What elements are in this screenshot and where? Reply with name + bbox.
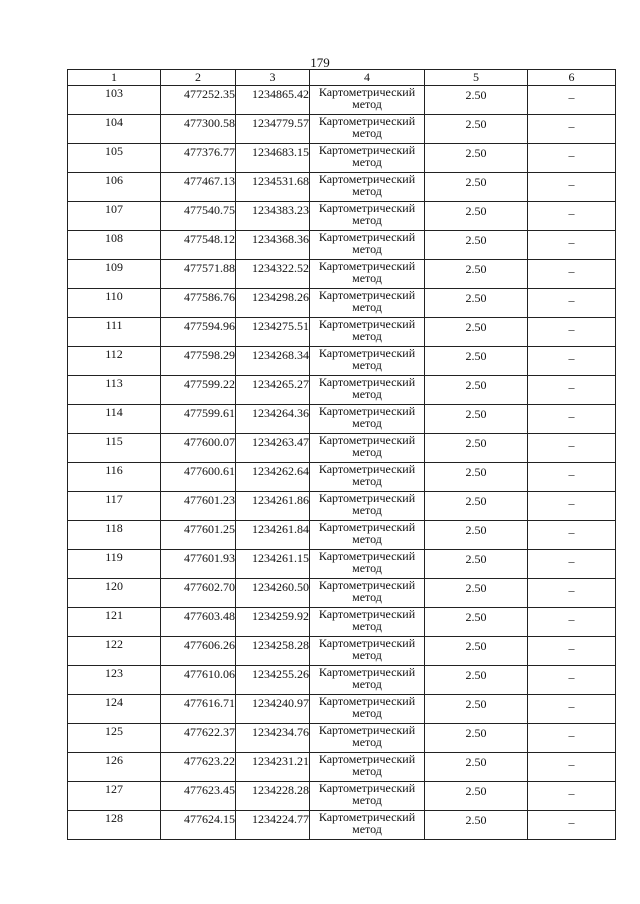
accuracy-cell: 2.50 [425, 666, 528, 695]
point-number-cell: 103 [68, 86, 161, 115]
y-coordinate-cell: 1234255.26 [236, 666, 310, 695]
table-row [68, 289, 616, 318]
note-cell: – [528, 579, 616, 608]
table-row [68, 376, 616, 405]
x-coordinate-cell: 477616.71 [161, 695, 236, 724]
method-line-2: метод [352, 706, 382, 720]
method-line-2: метод [352, 329, 382, 343]
note-cell: – [528, 231, 616, 260]
method-line-1: Картометрический [318, 723, 416, 737]
note-cell: – [528, 637, 616, 666]
method-line-2: метод [352, 822, 382, 836]
point-number-cell: 127 [68, 782, 161, 811]
y-coordinate-cell: 1234224.77 [236, 811, 310, 840]
y-coordinate-cell: 1234322.52 [236, 260, 310, 289]
y-coordinate-cell: 1234262.64 [236, 463, 310, 492]
note-cell: – [528, 376, 616, 405]
table-row [68, 666, 616, 695]
point-number-cell: 128 [68, 811, 161, 840]
x-coordinate-cell: 477610.06 [161, 666, 236, 695]
table-row [68, 521, 616, 550]
note-cell: – [528, 405, 616, 434]
accuracy-cell: 2.50 [425, 608, 528, 637]
method-line-2: метод [352, 590, 382, 604]
table-body [68, 86, 616, 840]
method-line-1: Картометрический [318, 636, 416, 650]
column-header-6: 6 [528, 70, 616, 86]
table-row [68, 463, 616, 492]
y-coordinate-cell: 1234261.86 [236, 492, 310, 521]
method-line-1: Картометрический [318, 549, 416, 563]
point-number-cell: 114 [68, 405, 161, 434]
method-line-2: метод [352, 271, 382, 285]
accuracy-cell: 2.50 [425, 695, 528, 724]
method-cell [310, 115, 425, 144]
accuracy-cell: 2.50 [425, 347, 528, 376]
method-line-1: Картометрический [318, 694, 416, 708]
y-coordinate-cell: 1234261.15 [236, 550, 310, 579]
point-number-cell: 123 [68, 666, 161, 695]
accuracy-cell: 2.50 [425, 260, 528, 289]
x-coordinate-cell: 477603.48 [161, 608, 236, 637]
point-number-cell: 122 [68, 637, 161, 666]
table-row [68, 405, 616, 434]
column-header-3: 3 [236, 70, 310, 86]
method-line-1: Картометрический [318, 288, 416, 302]
point-number-cell: 119 [68, 550, 161, 579]
y-coordinate-cell: 1234865.42 [236, 86, 310, 115]
note-cell: – [528, 144, 616, 173]
method-line-1: Картометрический [318, 462, 416, 476]
table-row [68, 637, 616, 666]
method-line-2: метод [352, 97, 382, 111]
note-cell: – [528, 260, 616, 289]
x-coordinate-cell: 477300.58 [161, 115, 236, 144]
method-cell [310, 289, 425, 318]
method-cell [310, 202, 425, 231]
method-line-1: Картометрический [318, 607, 416, 621]
point-number-cell: 118 [68, 521, 161, 550]
x-coordinate-cell: 477594.96 [161, 318, 236, 347]
x-coordinate-cell: 477602.70 [161, 579, 236, 608]
point-number-cell: 126 [68, 753, 161, 782]
method-line-1: Картометрический [318, 752, 416, 766]
table-row [68, 724, 616, 753]
method-line-1: Картометрический [318, 375, 416, 389]
x-coordinate-cell: 477586.76 [161, 289, 236, 318]
point-number-cell: 124 [68, 695, 161, 724]
method-cell [310, 260, 425, 289]
point-number-cell: 121 [68, 608, 161, 637]
method-line-1: Картометрический [318, 85, 416, 99]
method-line-2: метод [352, 445, 382, 459]
accuracy-cell: 2.50 [425, 202, 528, 231]
accuracy-cell: 2.50 [425, 753, 528, 782]
x-coordinate-cell: 477252.35 [161, 86, 236, 115]
table-row [68, 86, 616, 115]
method-line-2: метод [352, 503, 382, 517]
accuracy-cell: 2.50 [425, 144, 528, 173]
note-cell: – [528, 347, 616, 376]
method-line-1: Картометрический [318, 230, 416, 244]
method-line-2: метод [352, 213, 382, 227]
point-number-cell: 109 [68, 260, 161, 289]
x-coordinate-cell: 477548.12 [161, 231, 236, 260]
y-coordinate-cell: 1234683.15 [236, 144, 310, 173]
note-cell: – [528, 550, 616, 579]
method-cell [310, 695, 425, 724]
method-line-2: метод [352, 648, 382, 662]
y-coordinate-cell: 1234258.28 [236, 637, 310, 666]
point-number-cell: 113 [68, 376, 161, 405]
table-row [68, 318, 616, 347]
method-cell [310, 666, 425, 695]
method-line-2: метод [352, 126, 382, 140]
method-line-2: метод [352, 358, 382, 372]
accuracy-cell: 2.50 [425, 550, 528, 579]
table-row [68, 811, 616, 840]
column-header-1: 1 [68, 70, 161, 86]
point-number-cell: 117 [68, 492, 161, 521]
method-line-1: Картометрический [318, 433, 416, 447]
method-cell [310, 434, 425, 463]
table-row [68, 434, 616, 463]
y-coordinate-cell: 1234228.28 [236, 782, 310, 811]
x-coordinate-cell: 477606.26 [161, 637, 236, 666]
accuracy-cell: 2.50 [425, 579, 528, 608]
x-coordinate-cell: 477376.77 [161, 144, 236, 173]
method-cell [310, 376, 425, 405]
y-coordinate-cell: 1234298.26 [236, 289, 310, 318]
method-cell [310, 608, 425, 637]
x-coordinate-cell: 477601.93 [161, 550, 236, 579]
table-header-row [68, 70, 616, 86]
accuracy-cell: 2.50 [425, 811, 528, 840]
note-cell: – [528, 289, 616, 318]
method-line-1: Картометрический [318, 143, 416, 157]
note-cell: – [528, 434, 616, 463]
accuracy-cell: 2.50 [425, 637, 528, 666]
note-cell: – [528, 492, 616, 521]
method-line-1: Картометрический [318, 201, 416, 215]
accuracy-cell: 2.50 [425, 173, 528, 202]
point-number-cell: 104 [68, 115, 161, 144]
table-row [68, 579, 616, 608]
method-cell [310, 811, 425, 840]
method-cell [310, 231, 425, 260]
accuracy-cell: 2.50 [425, 521, 528, 550]
method-line-1: Картометрический [318, 810, 416, 824]
table-row [68, 144, 616, 173]
point-number-cell: 120 [68, 579, 161, 608]
point-number-cell: 108 [68, 231, 161, 260]
point-number-cell: 107 [68, 202, 161, 231]
x-coordinate-cell: 477571.88 [161, 260, 236, 289]
x-coordinate-cell: 477598.29 [161, 347, 236, 376]
accuracy-cell: 2.50 [425, 405, 528, 434]
accuracy-cell: 2.50 [425, 231, 528, 260]
table-row [68, 753, 616, 782]
note-cell: – [528, 811, 616, 840]
method-cell [310, 550, 425, 579]
method-cell [310, 173, 425, 202]
note-cell: – [528, 666, 616, 695]
page-number: 179 [310, 55, 330, 70]
note-cell: – [528, 695, 616, 724]
method-line-2: метод [352, 735, 382, 749]
accuracy-cell: 2.50 [425, 376, 528, 405]
y-coordinate-cell: 1234259.92 [236, 608, 310, 637]
accuracy-cell: 2.50 [425, 86, 528, 115]
x-coordinate-cell: 477623.22 [161, 753, 236, 782]
y-coordinate-cell: 1234261.84 [236, 521, 310, 550]
note-cell: – [528, 724, 616, 753]
y-coordinate-cell: 1234260.50 [236, 579, 310, 608]
method-line-2: метод [352, 416, 382, 430]
table-row [68, 231, 616, 260]
method-line-2: метод [352, 300, 382, 314]
method-cell [310, 753, 425, 782]
note-cell: – [528, 115, 616, 144]
method-line-2: метод [352, 532, 382, 546]
y-coordinate-cell: 1234275.51 [236, 318, 310, 347]
method-line-1: Картометрический [318, 491, 416, 505]
method-cell [310, 782, 425, 811]
y-coordinate-cell: 1234264.36 [236, 405, 310, 434]
method-cell [310, 144, 425, 173]
point-number-cell: 111 [68, 318, 161, 347]
accuracy-cell: 2.50 [425, 724, 528, 753]
x-coordinate-cell: 477623.45 [161, 782, 236, 811]
point-number-cell: 105 [68, 144, 161, 173]
note-cell: – [528, 202, 616, 231]
method-line-1: Картометрический [318, 665, 416, 679]
x-coordinate-cell: 477622.37 [161, 724, 236, 753]
note-cell: – [528, 86, 616, 115]
y-coordinate-cell: 1234383.23 [236, 202, 310, 231]
method-cell [310, 405, 425, 434]
point-number-cell: 112 [68, 347, 161, 376]
x-coordinate-cell: 477599.61 [161, 405, 236, 434]
method-line-2: метод [352, 155, 382, 169]
table-row [68, 608, 616, 637]
method-cell [310, 463, 425, 492]
method-cell [310, 492, 425, 521]
table-row [68, 782, 616, 811]
column-header-2: 2 [161, 70, 236, 86]
x-coordinate-cell: 477467.13 [161, 173, 236, 202]
method-cell [310, 318, 425, 347]
method-line-2: метод [352, 561, 382, 575]
y-coordinate-cell: 1234263.47 [236, 434, 310, 463]
note-cell: – [528, 753, 616, 782]
method-line-1: Картометрический [318, 520, 416, 534]
method-line-2: метод [352, 387, 382, 401]
method-line-1: Картометрический [318, 317, 416, 331]
method-line-2: метод [352, 242, 382, 256]
x-coordinate-cell: 477624.15 [161, 811, 236, 840]
table-row [68, 347, 616, 376]
method-line-2: метод [352, 677, 382, 691]
accuracy-cell: 2.50 [425, 115, 528, 144]
method-line-2: метод [352, 764, 382, 778]
coordinates-table [67, 69, 616, 840]
accuracy-cell: 2.50 [425, 492, 528, 521]
y-coordinate-cell: 1234268.34 [236, 347, 310, 376]
method-cell [310, 724, 425, 753]
y-coordinate-cell: 1234368.36 [236, 231, 310, 260]
method-line-2: метод [352, 184, 382, 198]
method-line-1: Картометрический [318, 346, 416, 360]
method-line-2: метод [352, 474, 382, 488]
point-number-cell: 116 [68, 463, 161, 492]
point-number-cell: 125 [68, 724, 161, 753]
table-row [68, 550, 616, 579]
method-line-1: Картометрический [318, 578, 416, 592]
table-row [68, 115, 616, 144]
x-coordinate-cell: 477601.23 [161, 492, 236, 521]
method-line-2: метод [352, 619, 382, 633]
column-header-4: 4 [310, 70, 425, 86]
table-row [68, 695, 616, 724]
method-line-1: Картометрический [318, 404, 416, 418]
note-cell: – [528, 782, 616, 811]
note-cell: – [528, 608, 616, 637]
note-cell: – [528, 463, 616, 492]
table-row [68, 492, 616, 521]
note-cell: – [528, 521, 616, 550]
method-line-1: Картометрический [318, 781, 416, 795]
method-cell [310, 521, 425, 550]
y-coordinate-cell: 1234231.21 [236, 753, 310, 782]
table-row [68, 202, 616, 231]
x-coordinate-cell: 477600.61 [161, 463, 236, 492]
method-line-1: Картометрический [318, 259, 416, 273]
accuracy-cell: 2.50 [425, 289, 528, 318]
method-cell [310, 86, 425, 115]
method-cell [310, 347, 425, 376]
y-coordinate-cell: 1234531.68 [236, 173, 310, 202]
y-coordinate-cell: 1234240.97 [236, 695, 310, 724]
method-line-1: Картометрический [318, 172, 416, 186]
point-number-cell: 106 [68, 173, 161, 202]
accuracy-cell: 2.50 [425, 463, 528, 492]
method-line-2: метод [352, 793, 382, 807]
note-cell: – [528, 318, 616, 347]
method-cell [310, 579, 425, 608]
note-cell: – [528, 173, 616, 202]
method-line-1: Картометрический [318, 114, 416, 128]
accuracy-cell: 2.50 [425, 782, 528, 811]
x-coordinate-cell: 477540.75 [161, 202, 236, 231]
table-row [68, 173, 616, 202]
y-coordinate-cell: 1234265.27 [236, 376, 310, 405]
accuracy-cell: 2.50 [425, 434, 528, 463]
x-coordinate-cell: 477599.22 [161, 376, 236, 405]
column-header-5: 5 [425, 70, 528, 86]
point-number-cell: 110 [68, 289, 161, 318]
method-cell [310, 637, 425, 666]
x-coordinate-cell: 477600.07 [161, 434, 236, 463]
y-coordinate-cell: 1234234.76 [236, 724, 310, 753]
point-number-cell: 115 [68, 434, 161, 463]
y-coordinate-cell: 1234779.57 [236, 115, 310, 144]
x-coordinate-cell: 477601.25 [161, 521, 236, 550]
accuracy-cell: 2.50 [425, 318, 528, 347]
table-row [68, 260, 616, 289]
